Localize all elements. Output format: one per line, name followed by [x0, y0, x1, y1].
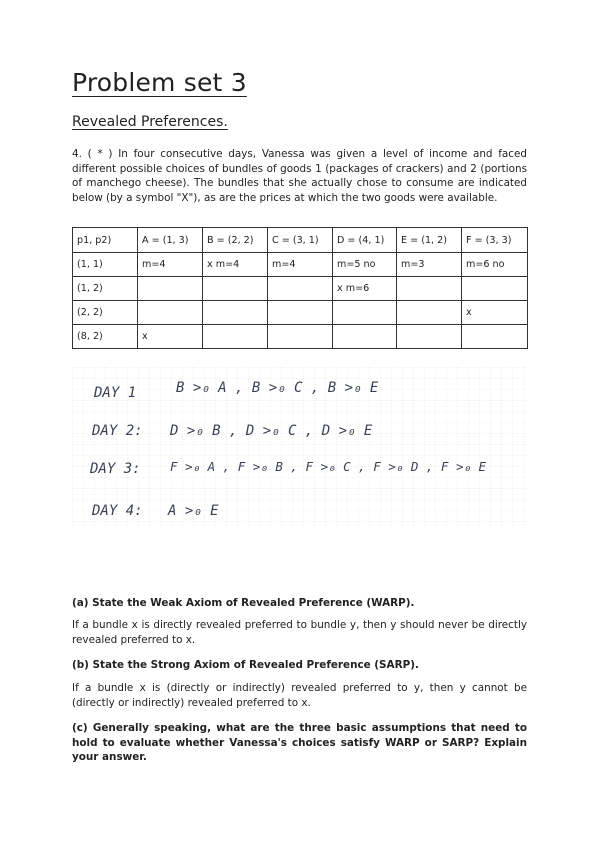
problem-intro: 4. ( * ) In four consecutive days, Vanessa was given a level of income and faced different possible choices of bundles of goods 1 (packages of crackers) and 2 (portions of manchego cheese). The bundles that she actually chose to consume are indicated below (by a symbol "X"), as are the prices at which the two goods were available. — [72, 148, 527, 204]
header-cell: B = (2, 2) — [203, 228, 268, 253]
table-cell: (1, 1) — [73, 253, 138, 277]
question-c: (c) Generally speaking, what are the three basic assumptions that need to hold to evaluate whether Vanessa's choices satisfy WARP or SARP? Explain your answer. — [72, 722, 527, 764]
table-row — [73, 301, 528, 325]
table-cell: m=5 no — [333, 253, 397, 277]
table-row — [73, 277, 528, 301]
table-cell: (8, 2) — [73, 325, 138, 349]
table-cell: m=4 — [138, 253, 203, 277]
table-cell — [397, 301, 462, 325]
table-cell: (2, 2) — [73, 301, 138, 325]
table-cell: x m=4 — [203, 253, 268, 277]
table-cell: x m=6 — [333, 277, 397, 301]
day1-label: DAY 1 — [94, 385, 137, 401]
day3-notes: F >₀ A , F >₀ B , F >₀ C , F >₀ D , F >₀ E — [170, 459, 487, 474]
day2-notes: D >₀ B , D >₀ C , D >₀ E — [170, 423, 373, 439]
table-cell: (1, 2) — [73, 277, 138, 301]
table-cell — [397, 325, 462, 349]
table-cell — [333, 325, 397, 349]
day4-notes: A >₀ E — [168, 503, 219, 519]
table-cell — [333, 301, 397, 325]
table-cell — [203, 277, 268, 301]
answer-b: If a bundle x is (directly or indirectly) revealed preferred to y, then y cannot be (directly or indirectly) revealed preferred to x. — [72, 682, 527, 709]
table-cell — [268, 301, 333, 325]
table-header-row — [73, 228, 528, 253]
table-cell — [203, 325, 268, 349]
table-cell — [268, 277, 333, 301]
day1-notes: B >₀ A , B >₀ C , B >₀ E — [176, 380, 379, 396]
day4-label: DAY 4: — [92, 503, 143, 519]
table-cell: x — [462, 301, 528, 325]
table-cell — [462, 277, 528, 301]
table-cell — [138, 301, 203, 325]
section-heading: Revealed Preferences. — [72, 114, 228, 130]
header-cell: p1, p2) — [73, 228, 138, 253]
day2-label: DAY 2: — [92, 423, 143, 439]
table-row — [73, 253, 528, 277]
table-cell — [138, 277, 203, 301]
table-cell — [203, 301, 268, 325]
page-title: Problem set 3 — [72, 68, 247, 97]
choices-table — [72, 227, 528, 349]
table-cell: m=4 — [268, 253, 333, 277]
table-cell: m=3 — [397, 253, 462, 277]
header-cell: A = (1, 3) — [138, 228, 203, 253]
day3-label: DAY 3: — [90, 461, 141, 477]
handwritten-notes — [72, 367, 527, 527]
table-row — [73, 325, 528, 349]
question-a: (a) State the Weak Axiom of Revealed Preference (WARP). — [72, 597, 415, 609]
header-cell: C = (3, 1) — [268, 228, 333, 253]
answer-a: If a bundle x is directly revealed preferred to bundle y, then y should never be directly revealed preferred to x. — [72, 619, 527, 646]
header-cell: F = (3, 3) — [462, 228, 528, 253]
table-cell: x — [138, 325, 203, 349]
header-cell: E = (1, 2) — [397, 228, 462, 253]
table-cell — [462, 325, 528, 349]
table-cell — [268, 325, 333, 349]
table-cell — [397, 277, 462, 301]
header-cell: D = (4, 1) — [333, 228, 397, 253]
question-b: (b) State the Strong Axiom of Revealed Preference (SARP). — [72, 659, 419, 671]
table-cell: m=6 no — [462, 253, 528, 277]
